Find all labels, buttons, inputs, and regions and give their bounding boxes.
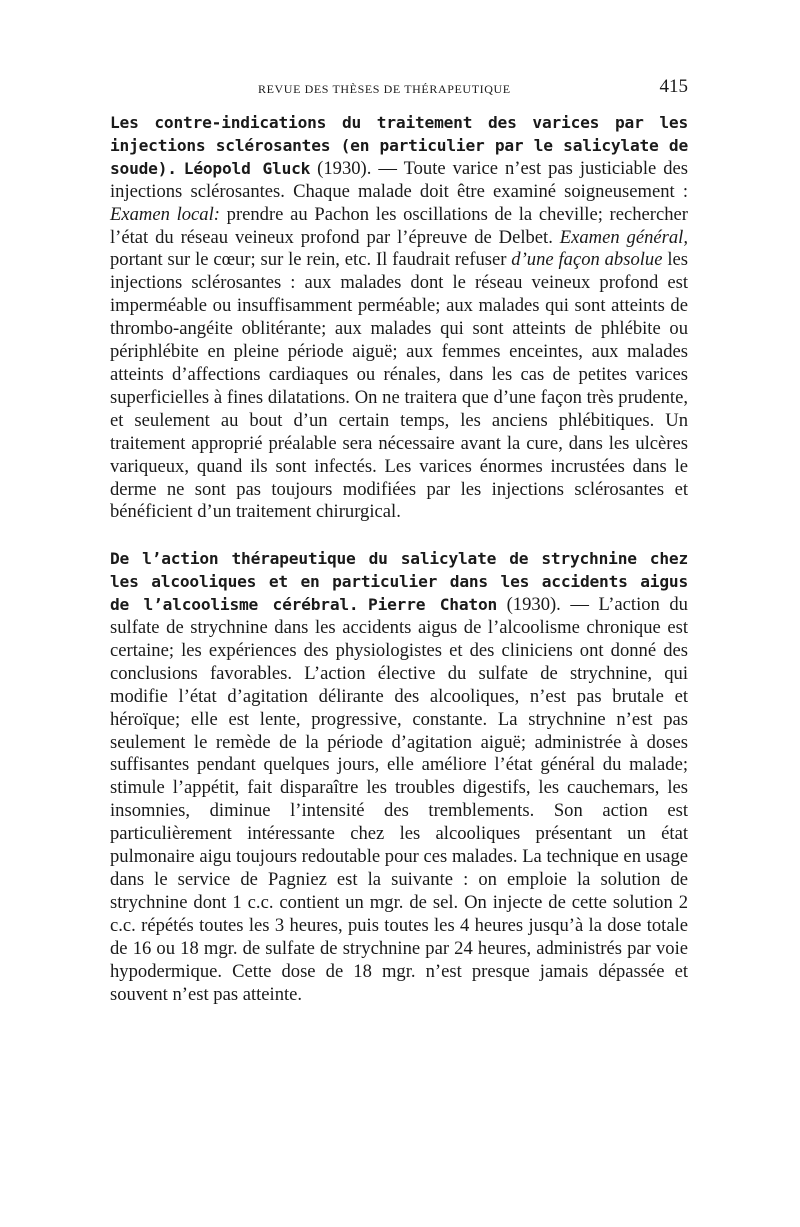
article-emphasis: Examen général, [559, 226, 688, 248]
article-text: portant sur le cœur; sur le rein, etc. Il faudrait refuser [110, 249, 512, 271]
running-title: REVUE DES THÈSES DE THÉRAPEUTIQUE [258, 82, 511, 96]
page-number: 415 [659, 76, 688, 97]
article-text: — L’action du sulfate de strychnine dans les accidents aigus de l’alcoolisme chronique est certaine; les expériences des physiologistes et des cliniciens ont donné des conclusions favorables. L’action élective du sulfate de strychnine, qui modifie l’état d’agitation délirante des alcooliques, n’est pas brutale et héroïque; elle est lente, progressive, constante. La strychnine n’est pas seulement le remède de la période d’agitation aiguë; administrée à doses suffisantes pendant quelques jours, elle améliore l’état général du malade; stimule l’appétit, fait disparaître les troubles digestifs, les cauchemars, les insomnies, diminue l’intensité des tremblements. Son action est particulièrement intéressante chez les alcooliques présentant un état pulmonaire aigu toujours redoutable pour ces malades. La technique en usage dans le service de Pagniez est la suivante : on emploie la solution de strychnine dont 1 c.c. contient un mgr. de sel. On injecte de cette solution 2 c.c. répétés toutes les 3 heures, puis toutes les 4 heures jusqu’à la dose totale de 16 ou 18 mgr. de sulfate de strychnine par 24 heures, administrés par voie hypodermique. Cette dose de 18 mgr. n’est presque jamais dépassée et souvent n’est pas atteinte. [110, 594, 688, 1005]
article-text: — Toute varice n’est pas justiciable des injections sclérosantes. Chaque malade doit être examiné soigneusement : [110, 157, 688, 202]
body-text [110, 112, 688, 1006]
article-text: prendre au Pachon les oscillations de la cheville; rechercher l’état du réseau veineux profond par l’épreuve de Delbet. [110, 203, 688, 248]
article-gluck [110, 112, 688, 524]
article-text: les injections sclérosantes : aux malades dont le réseau veineux profond est imperméable ou insuffisamment perméable; aux malades qui sont atteints de thrombo-angéite oblitérante; aux malades qui sont atteints de phlébite ou périphlébite en pleine période aiguë; aux femmes enceintes, aux malades atteints d’affections cardiaques ou rénales, dans les cas de petites varices superficielles à fines dilatations. On ne traitera que d’une façon très prudente, et seulement au bout d’un certain temps, les anciens phlébitiques. Un traitement approprié préalable sera nécessaire avant la cure, dans les ulcères variqueux, quand ils sont infectés. Les varices énormes incrustées dans le derme ne sont pas toujours modifiées par les injections sclérosantes et bénéficient d’un traitement chirurgical. [110, 249, 688, 523]
article-year: (1930). [317, 157, 372, 179]
running-head [110, 76, 688, 100]
article-emphasis: Examen local: [110, 203, 220, 225]
article-chaton [110, 548, 688, 1006]
article-year: (1930). [506, 594, 561, 616]
article-title: Les contre-indications du traitement des varices par les injections sclérosantes (en particulier par le salicylate de soude). [110, 113, 688, 178]
article-title: De l’action thérapeutique du salicylate de strychnine chez les alcooliques et en particulier dans les accidents aigus de l’alcoolisme cérébral. [110, 549, 688, 615]
article-author: Pierre Chaton [368, 595, 498, 615]
article-author: Léopold Gluck [183, 158, 311, 178]
article-emphasis: d’une façon absolue [511, 249, 663, 271]
